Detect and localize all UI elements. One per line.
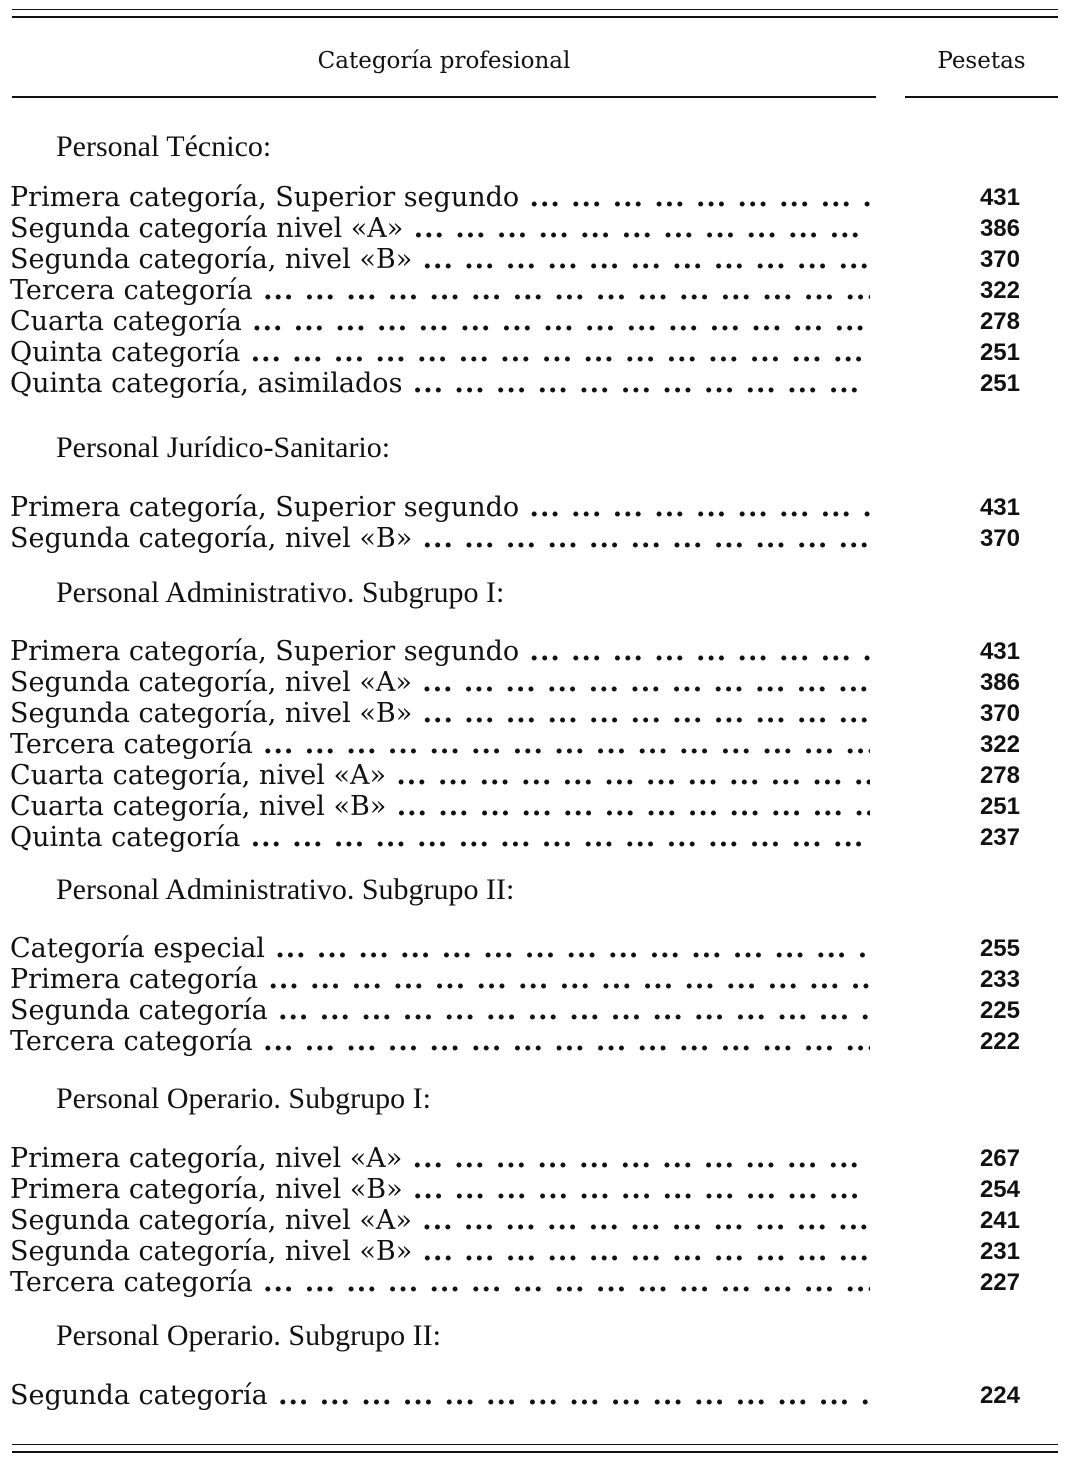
pesetas-value: 225: [979, 997, 1020, 1024]
pesetas-value: 278: [979, 762, 1020, 789]
table-row: [10, 492, 1020, 523]
pesetas-value: 322: [979, 277, 1020, 304]
table-row: [10, 1236, 1020, 1267]
category-label: Tercera categoría ... .: [10, 1026, 870, 1057]
category-label: Primera categoría, Superior segundo ... .: [10, 492, 870, 523]
section-title: Personal Técnico:: [56, 130, 272, 163]
table-row: [10, 760, 1020, 791]
pesetas-value: 222: [979, 1028, 1020, 1055]
pesetas-value: 278: [979, 308, 1020, 335]
category-label: Segunda categoría, nivel «A» ... .: [10, 667, 870, 698]
table-row: [10, 791, 1020, 822]
table-row: [10, 636, 1020, 667]
pesetas-value: 251: [979, 793, 1020, 820]
section-title: Personal Operario. Subgrupo II:: [56, 1319, 441, 1352]
table-row: [10, 933, 1020, 964]
category-label: Primera categoría, Superior segundo ... .: [10, 636, 870, 667]
table-row: [10, 729, 1020, 760]
category-label: Quinta categoría ... .: [10, 337, 870, 368]
category-label: Categoría especial ... .: [10, 933, 870, 964]
category-label: Segunda categoría, nivel «B» ... .: [10, 244, 870, 275]
table-row: [10, 368, 1020, 399]
pesetas-value: 254: [979, 1176, 1020, 1203]
category-label: Segunda categoría, nivel «A» ... .: [10, 1205, 870, 1236]
table-row: [10, 275, 1020, 306]
pesetas-value: 431: [979, 638, 1020, 665]
category-label: Segunda categoría, nivel «B» ... .: [10, 698, 870, 729]
table-row: [10, 523, 1020, 554]
section-title: Personal Jurídico-Sanitario:: [56, 431, 391, 464]
category-label: Quinta categoría, asimilados ... .: [10, 368, 870, 399]
pesetas-value: 251: [979, 370, 1020, 397]
pesetas-value: 370: [979, 525, 1020, 552]
table-row: [10, 1380, 1020, 1411]
column-header-pesetas: Pesetas: [937, 48, 1026, 74]
table-row: [10, 1267, 1020, 1298]
pesetas-value: 231: [979, 1238, 1020, 1265]
bottom-rule: [12, 1444, 1058, 1445]
category-label: Quinta categoría ... .: [10, 822, 870, 853]
table-row: [10, 964, 1020, 995]
category-label: Segunda categoría, nivel «B» ... .: [10, 1236, 870, 1267]
table-row: [10, 182, 1020, 213]
pesetas-value: 431: [979, 184, 1020, 211]
category-label: Segunda categoría ... .: [10, 995, 870, 1026]
table-row: [10, 698, 1020, 729]
pesetas-value: 255: [979, 935, 1020, 962]
column-header-category: Categoría profesional: [317, 48, 571, 74]
category-label: Cuarta categoría ... .: [10, 306, 870, 337]
table-row: [10, 995, 1020, 1026]
category-label: Segunda categoría ... .: [10, 1380, 870, 1411]
pesetas-value: 370: [979, 246, 1020, 273]
pesetas-value: 386: [979, 215, 1020, 242]
category-label: Tercera categoría ... .: [10, 275, 870, 306]
category-label: Tercera categoría ... .: [10, 1267, 870, 1298]
pesetas-value: 251: [979, 339, 1020, 366]
category-label: Primera categoría, Superior segundo ... .: [10, 182, 870, 213]
section-title: Personal Operario. Subgrupo I:: [56, 1082, 431, 1115]
pesetas-value: 241: [979, 1207, 1020, 1234]
category-label: Cuarta categoría, nivel «A» ... .: [10, 760, 870, 791]
table-row: [10, 1205, 1020, 1236]
table-row: [10, 213, 1020, 244]
pesetas-value: 431: [979, 494, 1020, 521]
table-row: [10, 337, 1020, 368]
category-label: Segunda categoría nivel «A» ... .: [10, 213, 870, 244]
pesetas-value: 224: [979, 1382, 1020, 1409]
table-row: [10, 822, 1020, 853]
table-row: [10, 306, 1020, 337]
table-row: [10, 244, 1020, 275]
table-row: [10, 1026, 1020, 1057]
bottom-rule-double: [12, 1451, 1058, 1453]
section-title: Personal Administrativo. Subgrupo I:: [56, 576, 505, 609]
pesetas-value: 386: [979, 669, 1020, 696]
pesetas-value: 227: [979, 1269, 1020, 1296]
category-label: Primera categoría, nivel «A» ... .: [10, 1143, 870, 1174]
table-row: [10, 1174, 1020, 1205]
category-label: Primera categoría ... .: [10, 964, 870, 995]
pesetas-value: 267: [979, 1145, 1020, 1172]
table-row: [10, 1143, 1020, 1174]
pesetas-value: 370: [979, 700, 1020, 727]
table-row: [10, 667, 1020, 698]
pesetas-value: 237: [979, 824, 1020, 851]
pesetas-value: 322: [979, 731, 1020, 758]
category-label: Tercera categoría ... .: [10, 729, 870, 760]
pesetas-value: 233: [979, 966, 1020, 993]
category-label: Segunda categoría, nivel «B» ... .: [10, 523, 870, 554]
category-label: Primera categoría, nivel «B» ... .: [10, 1174, 870, 1205]
category-label: Cuarta categoría, nivel «B» ... .: [10, 791, 870, 822]
section-title: Personal Administrativo. Subgrupo II:: [56, 873, 515, 906]
